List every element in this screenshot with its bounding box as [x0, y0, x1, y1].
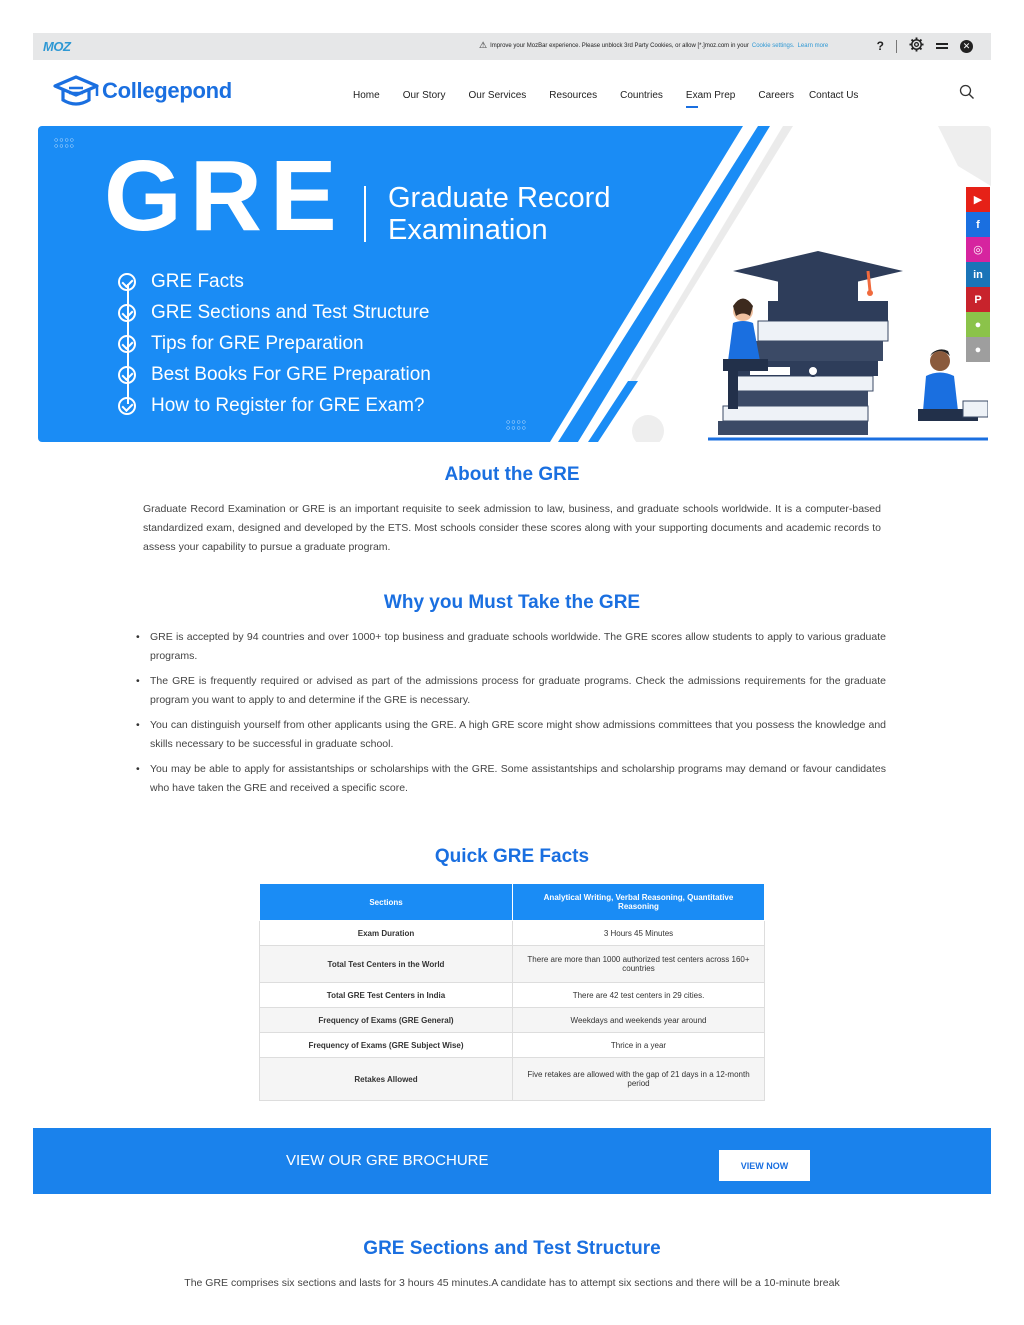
table-cell-value: Five retakes are allowed with the gap of 21 days in a 12-month period [513, 1058, 765, 1101]
sections-text: The GRE comprises six sections and lasts for 3 hours 45 minutes.A candidate has to attempt six sections and there will be a 10-minute break [184, 1277, 840, 1289]
table-cell-label: Retakes Allowed [260, 1058, 513, 1101]
about-title: About the GRE [444, 464, 580, 485]
moz-logo[interactable]: MOZ [43, 39, 71, 54]
nav-countries[interactable]: Countries [620, 90, 663, 101]
hero-gre-title: GRE [104, 140, 345, 252]
linkedin-icon[interactable]: in [966, 262, 990, 287]
facts-title: Quick GRE Facts [434, 846, 590, 867]
table-cell-value: Thrice in a year [513, 1033, 765, 1058]
youtube-icon[interactable]: ▶ [966, 187, 990, 212]
apple-icon[interactable]: ● [966, 337, 990, 362]
table-cell-label: Total GRE Test Centers in India [260, 983, 513, 1008]
table-cell-value: 3 Hours 45 Minutes [513, 921, 765, 946]
divider [896, 40, 897, 53]
help-icon[interactable]: ? [876, 39, 884, 53]
hero-subtitle [388, 182, 610, 247]
facebook-icon[interactable]: f [966, 212, 990, 237]
table-row [260, 1033, 765, 1058]
table-row [260, 946, 765, 983]
close-icon[interactable]: ✕ [960, 40, 973, 53]
minimize-icon[interactable] [936, 39, 948, 53]
nav-resources[interactable]: Resources [549, 90, 598, 101]
mozbar-message-text: Improve your MozBar experience. Please unblock 3rd Party Cookies, or allow [*.]moz.com in your [490, 42, 749, 49]
hero-subtitle-line2: Examination [388, 214, 548, 247]
site-logo[interactable] [53, 74, 232, 108]
why-list-item: • The GRE is frequently required or advised as part of the admissions process for graduate programs. Check the admissions requirements for the graduate program you want to apply to and determine if the GRE is necessary. [150, 672, 886, 710]
nav-our-services[interactable]: Our Services [468, 90, 527, 101]
pinterest-icon[interactable]: P [966, 287, 990, 312]
why-list-item: • You can distinguish yourself from other applicants using the GRE. A high GRE score might show admissions committees that you possess the knowledge and skills necessary to be successful in graduate school. [150, 716, 886, 754]
check-circle-icon [118, 397, 136, 415]
warning-icon: ⚠ [479, 40, 488, 50]
brochure-banner [33, 1128, 991, 1194]
hero-banner [38, 126, 991, 442]
learn-more-link[interactable]: Learn more [797, 42, 829, 49]
hero-list-item[interactable]: GRE Sections and Test Structure [118, 297, 431, 328]
nav-contact-us[interactable]: Contact Us [808, 90, 859, 101]
why-list [150, 628, 886, 804]
brochure-text: VIEW OUR GRE BROCHURE [286, 1152, 489, 1169]
table-row [260, 983, 765, 1008]
sections-title: GRE Sections and Test Structure [363, 1238, 661, 1259]
nav-home[interactable]: Home [353, 90, 380, 101]
dots-decoration-top: ○○○○ ○○○○ [54, 137, 75, 150]
check-circle-icon [118, 304, 136, 322]
facts-table [259, 883, 765, 1101]
table-cell-value: There are more than 1000 authorized test centers across 160+ countries [513, 946, 765, 983]
table-row [260, 1008, 765, 1033]
why-title: Why you Must Take the GRE [383, 592, 641, 613]
nav-our-story[interactable]: Our Story [402, 90, 446, 101]
social-sidebar [966, 187, 990, 362]
gear-icon[interactable] [909, 37, 924, 55]
site-header [33, 62, 991, 124]
table-cell-label: Total Test Centers in the World [260, 946, 513, 983]
check-circle-icon [118, 366, 136, 384]
table-cell-label: Exam Duration [260, 921, 513, 946]
check-circle-icon [118, 273, 136, 291]
graduation-cap-logo-icon [53, 74, 99, 108]
android-icon[interactable]: ● [966, 312, 990, 337]
hero-list-item[interactable]: How to Register for GRE Exam? [118, 390, 431, 421]
hero-subtitle-line1: Graduate Record [388, 182, 611, 214]
nav-exam-prep[interactable]: Exam Prep [685, 90, 736, 101]
table-row [260, 1058, 765, 1101]
why-list-item: • GRE is accepted by 94 countries and over 1000+ top business and graduate schools worldwide. The GRE scores allow students to apply to various graduate programs. [150, 628, 886, 666]
mozbar-tools [877, 37, 973, 55]
students-books-illustration [678, 251, 988, 441]
about-text: Graduate Record Examination or GRE is an important requisite to seek admission to law, business, and graduate schools worldwide. It is a computer-based standardized exam, designed and developed by the ETS. Most schools consider these scores along with your supporting documents and academic records to assess your capability to pursue a graduate program. [143, 503, 881, 553]
table-row [260, 921, 765, 946]
view-now-button[interactable]: VIEW NOW [719, 1150, 810, 1181]
mozbar-message [479, 40, 828, 51]
nav-careers[interactable]: Careers [758, 90, 794, 101]
table-cell-label: Frequency of Exams (GRE Subject Wise) [260, 1033, 513, 1058]
table-cell-value: There are 42 test centers in 29 cities. [513, 983, 765, 1008]
search-icon[interactable] [959, 84, 975, 100]
hero-list-item[interactable]: Best Books For GRE Preparation [118, 359, 431, 390]
instagram-icon[interactable]: ◎ [966, 237, 990, 262]
mozbar [33, 33, 991, 60]
table-cell-value: Weekdays and weekends year around [513, 1008, 765, 1033]
hero-list-item[interactable]: GRE Facts [118, 266, 431, 297]
table-header-cell: Sections [260, 884, 513, 921]
table-header-row [260, 884, 765, 921]
table-cell-label: Frequency of Exams (GRE General) [260, 1008, 513, 1033]
check-circle-icon [118, 335, 136, 353]
why-list-item: • You may be able to apply for assistantships or scholarships with the GRE. Some assistantships and scholarship programs may demand or favour candidates who have taken the GRE and received a specific score. [150, 760, 886, 798]
hero-list-item[interactable]: Tips for GRE Preparation [118, 328, 431, 359]
hero-list [118, 266, 431, 421]
hero-divider [364, 186, 366, 242]
table-header-cell: Analytical Writing, Verbal Reasoning, Quantitative Reasoning [513, 884, 765, 921]
main-nav [353, 90, 881, 101]
dots-decoration-bottom: ○○○○ ○○○○ [506, 419, 527, 432]
cookie-settings-link[interactable]: Cookie settings. [751, 42, 795, 49]
site-logo-text: Collegepond [102, 78, 232, 103]
